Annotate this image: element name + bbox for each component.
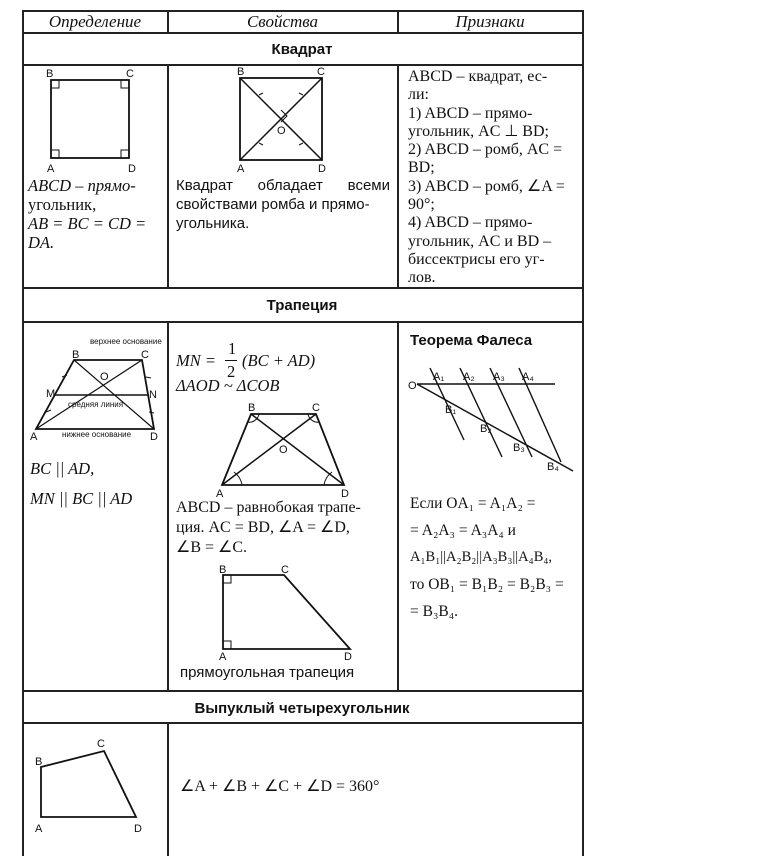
trap1-label-b: B	[72, 349, 80, 361]
thales-line-1: Если OA₁ = A₁A₂ =	[410, 495, 536, 512]
sq2-label-a: A	[237, 163, 245, 175]
sq-def-line-1: ABCD – прямо-	[28, 176, 136, 195]
thales-label-b3: B₃	[513, 442, 525, 454]
sq-sign-line-12: лов.	[408, 269, 436, 287]
convex-top-line	[22, 690, 583, 692]
thales-label-a4: A₄	[522, 371, 534, 383]
trapezoid-title-line	[22, 321, 583, 323]
sq-def-line-2: угольник,	[28, 195, 97, 214]
thales-label-b2: B₂	[480, 423, 492, 435]
sq2-label-b: B	[237, 66, 245, 78]
thales-line-5: = B₃B₄.	[410, 603, 458, 620]
trap-def-line-2: MN || BC || AD	[30, 489, 133, 508]
col-divider-1-convex	[167, 722, 169, 856]
sq-sign-line-9: 4) ABCD – прямо-	[408, 214, 533, 232]
sq-sign-line-11: биссектрисы его уг-	[408, 250, 545, 268]
sq2-label-d: D	[318, 163, 326, 175]
header-signs: Признаки	[455, 12, 525, 31]
col-divider-2-square	[397, 64, 399, 288]
sq-def-line-3: AB = BC = CD =	[28, 214, 147, 233]
mn-num: 1	[228, 339, 237, 358]
trap1-label-d: D	[150, 431, 158, 443]
col-divider-2-trap	[397, 321, 399, 691]
trap1-label-m: M	[46, 388, 56, 400]
sq-sign-line-7: 3) ABCD – ромб, ∠A =	[408, 177, 565, 195]
convex-label-b: B	[35, 756, 43, 768]
table-border-right	[582, 10, 584, 856]
thales-label-b4: B₄	[547, 461, 559, 473]
thales-line-3: A₁B₁||A₂B₂||A₃B₃||A₄B₄,	[410, 549, 553, 565]
sq2-label-o: O	[277, 125, 286, 137]
trap1-label-a: A	[30, 431, 38, 443]
trap3-label-a: A	[219, 651, 227, 663]
trap2-label-c: C	[312, 402, 320, 414]
convex-angle-sum: ∠A + ∠B + ∠C + ∠D = 360°	[180, 778, 380, 795]
isosceles-trapezoid-figure	[212, 400, 362, 500]
square-definition	[28, 176, 164, 252]
sq-sign-line-3: 1) ABCD – прямо-	[408, 104, 533, 122]
trap3-label-b: B	[219, 564, 227, 576]
iso-line-3: ∠B = ∠C.	[176, 539, 248, 556]
sq-prop-line-3: угольника.	[176, 215, 250, 232]
trap1-label-o: O	[100, 371, 109, 383]
mn-left: MN =	[176, 351, 217, 370]
trap1-label-midline: средняя линия	[68, 400, 124, 409]
thales-line-2: = A₂A₃ = A₃A₄ и	[410, 522, 516, 539]
mn-den: 2	[227, 362, 236, 381]
sq-sign-line-5: 2) ABCD – ромб, AC =	[408, 141, 563, 159]
iso-line-2: ция. AC = BD, ∠A = ∠D,	[176, 519, 350, 536]
convex-label-a: A	[35, 823, 43, 835]
mn-right: (BC + AD)	[242, 351, 316, 370]
sq1-label-c: C	[126, 68, 134, 80]
sq-sign-line-8: 90°;	[408, 196, 435, 214]
convex-label-c: C	[97, 738, 105, 750]
trap2-label-a: A	[216, 488, 224, 500]
sq-sign-line-2: ли:	[408, 86, 429, 104]
thales-title: Теорема Фалеса	[410, 332, 533, 349]
sq1-label-a: A	[47, 163, 55, 175]
right-trapezoid-caption: прямоугольная трапеция	[180, 664, 355, 681]
sq-sign-line-4: угольник, AC ⊥ BD;	[408, 122, 549, 140]
trap2-label-d: D	[341, 488, 349, 500]
thales-line-4: то OB₁ = B₁B₂ = B₂B₃ =	[410, 576, 564, 593]
header-definition: Определение	[48, 12, 142, 31]
sq-prop-line-1: Квадрат обладает всеми	[176, 177, 390, 194]
trap-def-line-1: BC || AD,	[30, 459, 95, 478]
sq1-label-d: D	[128, 163, 136, 175]
trap2-label-b: B	[248, 402, 256, 414]
trap1-label-top-base: верхнее основание	[90, 337, 162, 346]
table-border-left	[22, 10, 24, 856]
iso-line-1: ABCD – равнобокая трапе-	[176, 499, 361, 516]
trapezoid-figure-definition	[30, 330, 165, 445]
right-trapezoid-figure	[214, 563, 364, 663]
mn-fraction-bar	[225, 360, 237, 361]
square-figure-properties	[232, 66, 332, 176]
convex-quadrilateral-figure	[32, 735, 162, 840]
square-figure-definition	[40, 66, 150, 176]
section-title-square: Квадрат	[271, 41, 333, 58]
thales-label-a3: A₃	[493, 371, 505, 383]
similar-triangles: ΔAOD ~ ΔCOB	[176, 376, 280, 395]
sq-prop-line-2: свойствами ромба и прямо-	[176, 196, 370, 213]
trap1-label-n: N	[149, 389, 157, 401]
trap3-label-c: C	[281, 564, 289, 576]
sq-sign-line-6: BD;	[408, 159, 435, 177]
sq-sign-line-10: угольник, AC и BD –	[408, 232, 552, 250]
square-signs	[408, 68, 578, 288]
convex-title-line	[22, 722, 583, 724]
thales-label-a2: A₂	[463, 371, 475, 383]
sq1-label-b: B	[46, 68, 54, 80]
trap2-label-o: O	[279, 444, 288, 456]
convex-label-d: D	[134, 823, 142, 835]
trap1-label-bottom-base: нижнее основание	[62, 430, 132, 439]
section-title-convex: Выпуклый четырехугольник	[194, 700, 410, 717]
thales-figure	[405, 358, 580, 478]
sq2-label-c: C	[317, 66, 325, 78]
thales-label-a1: A₁	[433, 371, 445, 383]
trapezoid-definition	[30, 454, 165, 514]
thales-label-b1: B₁	[445, 404, 457, 416]
trap1-label-c: C	[141, 349, 149, 361]
section-title-trapezoid: Трапеция	[266, 297, 338, 314]
trap3-label-d: D	[344, 651, 352, 663]
isosceles-properties	[176, 498, 394, 558]
col-divider-1-trap	[167, 321, 169, 691]
thales-text	[410, 490, 582, 625]
sq-def-line-4: DA.	[28, 233, 55, 252]
square-properties	[176, 176, 390, 233]
thales-label-o: O	[408, 380, 417, 392]
sq-sign-line-1: ABCD – квадрат, ес-	[408, 68, 548, 85]
header-properties: Свойства	[246, 12, 319, 31]
col-divider-1-square	[167, 64, 169, 288]
midline-formula	[176, 339, 396, 381]
